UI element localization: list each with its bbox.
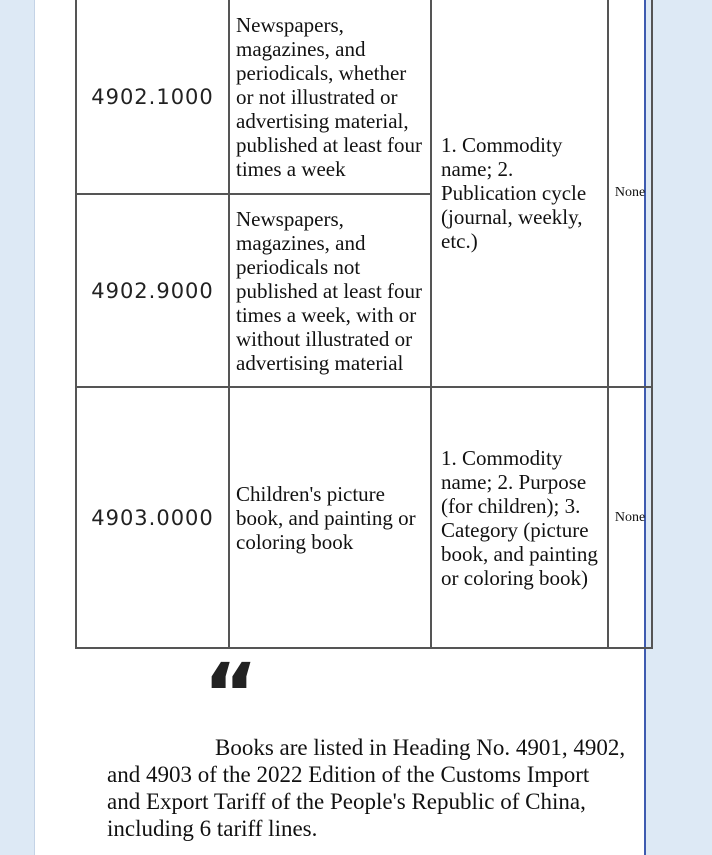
remark-cell: None	[608, 387, 652, 648]
table-row	[76, 387, 652, 648]
description-text: Newspapers, magazines, and periodicals, whether or not illustrated or advertising material, published at least four times a week	[236, 12, 423, 181]
tariff-code-cell: 4902.1000	[76, 0, 229, 194]
quote-icon: “	[203, 645, 259, 743]
left-margin-band	[0, 0, 34, 855]
summary-paragraph: Books are listed in Heading No. 4901, 4902, and 4903 of the 2022 Edition of the Customs Import and Export Tariff of the People's Republic of China, including 6 tariff lines.	[107, 735, 626, 841]
tariff-code-cell: 4903.0000	[76, 387, 229, 648]
right-margin-band	[645, 0, 712, 855]
tariff-table	[75, 0, 653, 649]
description-cell	[229, 0, 431, 194]
description-text: Newspapers, magazines, and periodicals not published at least four times a week, with or without illustrated or advertising material	[236, 206, 423, 375]
description-cell	[229, 194, 431, 387]
description-cell	[229, 387, 431, 648]
table-row	[76, 0, 652, 194]
declaration-elements-cell: 1. Commodity name; 2. Publication cycle (journal, weekly, etc.)	[431, 0, 608, 387]
description-text: Children's picture book, and painting or coloring book	[236, 481, 416, 554]
remark-cell: None	[608, 0, 652, 387]
tariff-code-cell: 4902.9000	[76, 194, 229, 387]
declaration-elements-cell: 1. Commodity name; 2. Purpose (for children); 3. Category (picture book, and painting or coloring book)	[431, 387, 608, 648]
